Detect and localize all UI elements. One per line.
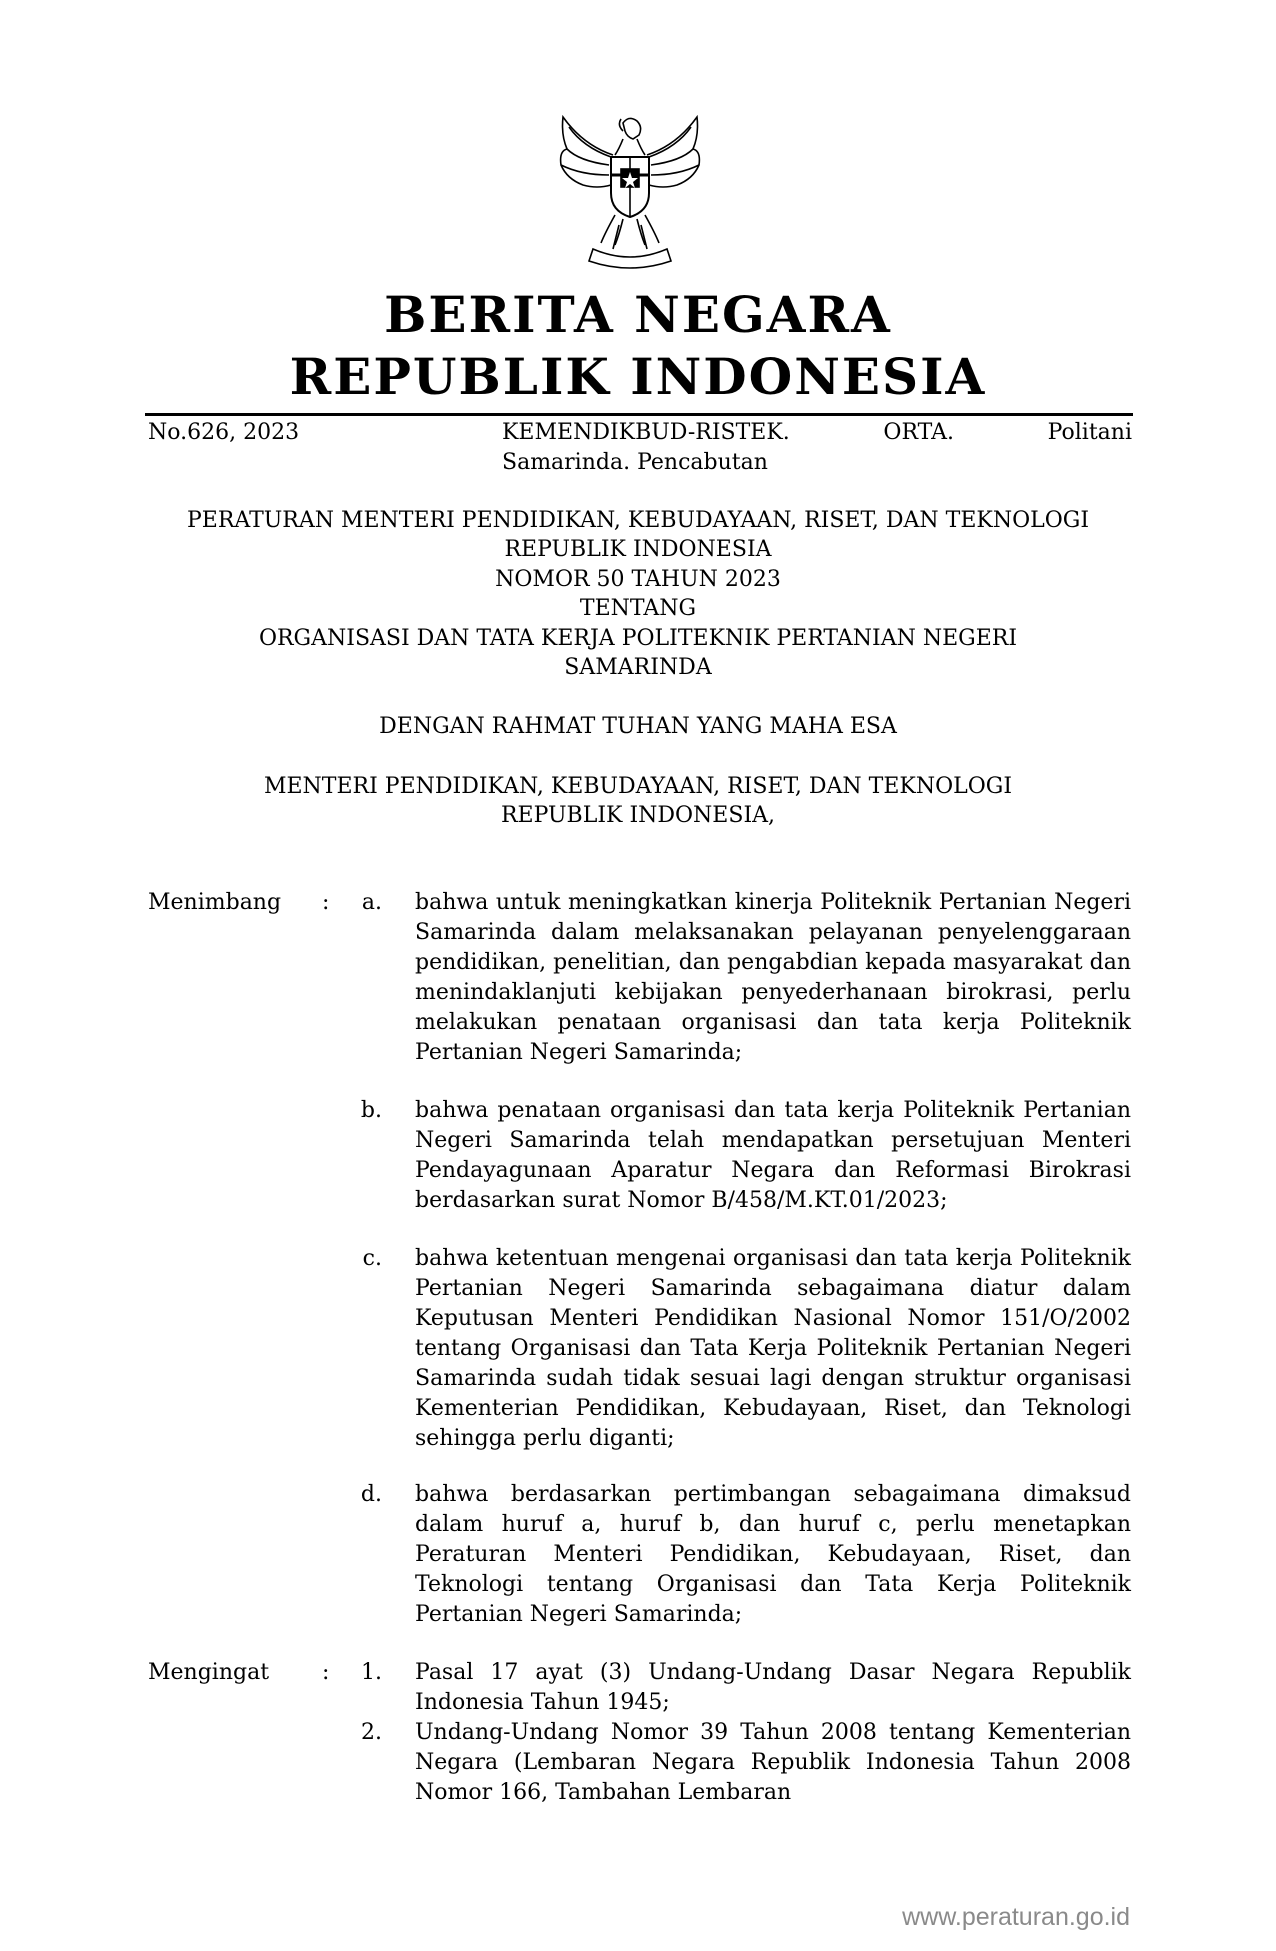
gazette-summary-line2: Samarinda. Pencabutan bbox=[502, 450, 768, 475]
mengingat-item-2: Undang-Undang Nomor 39 Tahun 2008 tentang Kementerian Negara (Lembaran Negara Republik Indonesia Tahun 2008 Nomor 166, Tambahan Lembaran bbox=[415, 1720, 1131, 1805]
masthead-rule bbox=[145, 413, 1133, 416]
mengingat-item-1: Pasal 17 ayat (3) Undang-Undang Dasar Negara Republik Indonesia Tahun 1945; bbox=[415, 1660, 1131, 1715]
list-item-marker: a. bbox=[361, 890, 382, 915]
regulation-title-line3: NOMOR 50 TAHUN 2023 bbox=[495, 567, 781, 592]
menimbang-item-b: bahwa penataan organisasi dan tata kerja Politeknik Pertanian Negeri Samarinda telah mendapatkan persetujuan Menteri Pendayagunaan Aparatur Negara dan Reformasi Birokrasi berdasarkan surat Nomor B/458/M.KT.01/2023; bbox=[415, 1098, 1131, 1213]
footer-url: www.peraturan.go.id bbox=[902, 1903, 1130, 1931]
regulation-title-line6: SAMARINDA bbox=[564, 655, 712, 680]
minister-line1: MENTERI PENDIDIKAN, KEBUDAYAAN, RISET, DAN TEKNOLOGI bbox=[263, 774, 1013, 799]
menimbang-item-c: bahwa ketentuan mengenai organisasi dan tata kerja Politeknik Pertanian Negeri Samarinda sebagaimana diatur dalam Keputusan Menteri Pendidikan Nasional Nomor 151/O/2002 tentang Organisasi dan Tata Kerja Politeknik Pertanian Negeri Samarinda sudah tidak sesuai lagi dengan struktur organisasi Kementerian Pendidikan, Kebudayaan, Riset, dan Teknologi sehingga perlu diganti; bbox=[415, 1246, 1131, 1451]
invocation: DENGAN RAHMAT TUHAN YANG MAHA ESA bbox=[379, 714, 897, 739]
menimbang-item-d: bahwa berdasarkan pertimbangan sebagaimana dimaksud dalam huruf a, huruf b, dan huruf c, perlu menetapkan Peraturan Menteri Pendidikan, Kebudayaan, Riset, dan Teknologi tentang Organisasi dan Tata Kerja Politeknik Pertanian Negeri Samarinda; bbox=[415, 1482, 1131, 1627]
list-item-marker: c. bbox=[362, 1246, 382, 1271]
menimbang-item-a: bahwa untuk meningkatkan kinerja Politeknik Pertanian Negeri Samarinda dalam melaksanakan pelayanan penyelenggaraan pendidikan, penelitian, dan pengabdian kepada masyarakat dan menindaklanjuti kebijakan penyederhanaan birokrasi, perlu melakukan penataan organisasi dan tata kerja Politeknik Pertanian Negeri Samarinda; bbox=[415, 890, 1131, 1065]
menimbang-label: Menimbang bbox=[148, 890, 282, 915]
masthead-line2: REPUBLIK INDONESIA bbox=[289, 347, 987, 406]
regulation-title-line4: TENTANG bbox=[579, 596, 697, 621]
regulation-title-line2: REPUBLIK INDONESIA bbox=[504, 537, 772, 562]
gazette-summary-line1: KEMENDIKBUD-RISTEK. ORTA. Politani bbox=[502, 420, 1132, 445]
masthead-line1: BERITA NEGARA bbox=[384, 285, 892, 344]
gazette-number: No.626, 2023 bbox=[148, 420, 300, 445]
garuda-emblem-icon bbox=[553, 115, 707, 275]
menimbang-colon: : bbox=[322, 890, 330, 915]
mengingat-label: Mengingat bbox=[148, 1660, 270, 1685]
minister-line2: REPUBLIK INDONESIA, bbox=[500, 803, 776, 828]
regulation-title-line1: PERATURAN MENTERI PENDIDIKAN, KEBUDAYAAN, RISET, DAN TEKNOLOGI bbox=[186, 508, 1090, 533]
list-item-marker: b. bbox=[360, 1098, 382, 1123]
list-item-marker: 1. bbox=[361, 1660, 382, 1685]
list-item-marker: 2. bbox=[361, 1720, 382, 1745]
regulation-title-line5: ORGANISASI DAN TATA KERJA POLITEKNIK PERTANIAN NEGERI bbox=[258, 626, 1018, 651]
list-item-marker: d. bbox=[360, 1482, 382, 1507]
mengingat-colon: : bbox=[322, 1660, 330, 1685]
